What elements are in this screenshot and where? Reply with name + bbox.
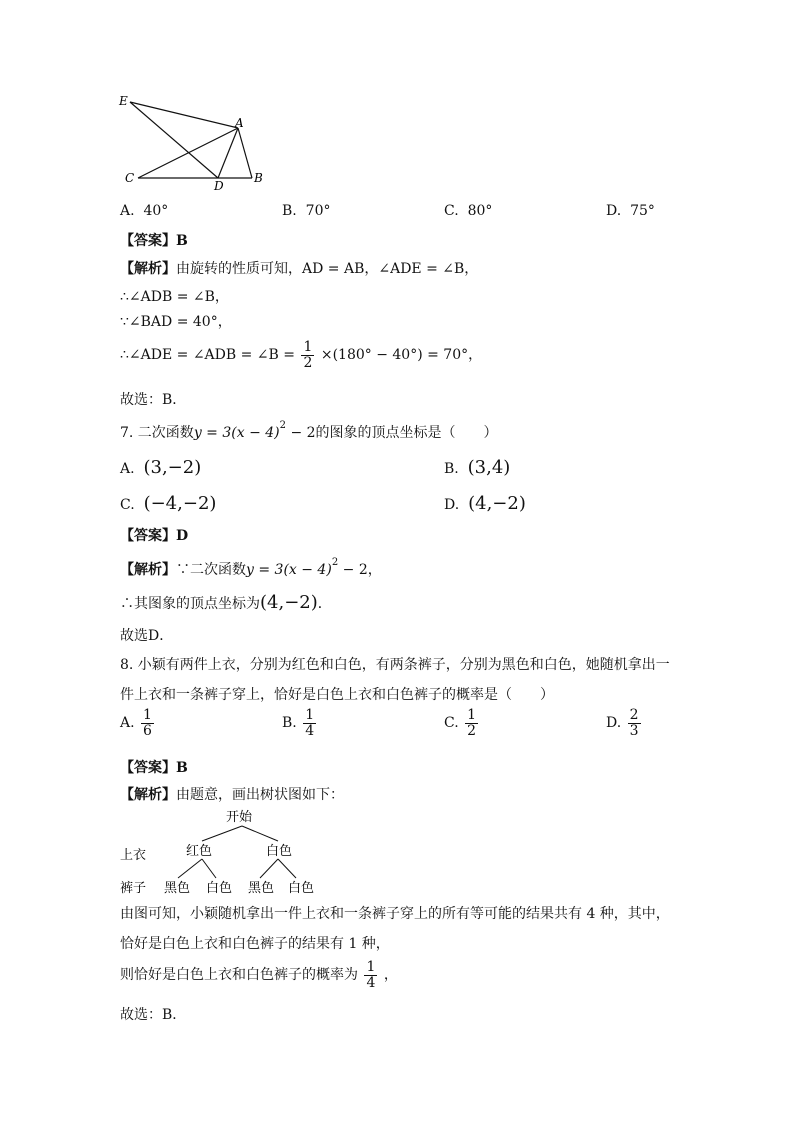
label-b: B: [254, 171, 263, 185]
tree-leaf-4: 白色: [288, 881, 315, 896]
q7-choose: 故选D．: [120, 628, 174, 644]
q8-stem-line1: 8. 小颖有两件上衣，分别为红色和白色，有两条裤子，分别为黑色和白色，她随机拿出一: [120, 657, 670, 673]
q7-option-c: C. (−4,−2): [120, 493, 217, 514]
q8-analysis-line2: 由图可知，小颖随机拿出一件上衣和一条裤子穿上的所有等可能的结果共有 4 种，其中，: [120, 906, 670, 922]
q8-option-b: B. $\frac{1}{4}$: [282, 707, 315, 739]
q8-analysis-line4: 则恰好是白色上衣和白色裤子的概率为 $\frac{1}{4}$ ，: [120, 959, 398, 991]
q6-option-c: C. 80°: [444, 203, 493, 219]
q6-option-b: B. 70°: [282, 203, 331, 219]
label-c: C: [125, 171, 135, 185]
q6-analysis-line4: ∴∠ADE = ∠ADB = ∠B = $\frac{1}{2}$ ×(180° − 40°) = 70°，: [120, 339, 483, 371]
tree-level1-red: 红色: [186, 844, 213, 859]
q8-option-c: C. $\frac{1}{2}$: [444, 707, 477, 739]
q6-analysis-line2: ∴∠ADB = ∠B，: [120, 289, 229, 305]
q6-analysis-line1: 【解析】由旋转的性质可知，AD = AB，∠ADE = ∠B，: [120, 261, 479, 277]
q8-analysis-line3: 恰好是白色上衣和白色裤子的结果有 1 种，: [120, 936, 390, 952]
tree-diagram: [110, 805, 350, 897]
q8-choose: 故选：B．: [120, 1007, 187, 1023]
q7-option-a: A. (3,−2): [120, 457, 202, 478]
q6-option-d: D. 75°: [606, 203, 655, 219]
q8-option-d: D. $\frac{2}{3}$: [606, 707, 639, 739]
q8-option-a: A. $\frac{1}{6}$: [120, 707, 152, 739]
label-d: D: [214, 179, 224, 193]
tree-leaf-2: 白色: [206, 881, 233, 896]
q7-option-b: B. (3,4): [444, 457, 511, 478]
q6-choose: 故选：B．: [120, 392, 187, 408]
label-e: E: [119, 94, 128, 108]
q6-option-a: A. 40°: [120, 203, 169, 219]
q8-stem-line2: 件上衣和一条裤子穿上，恰好是白色上衣和白色裤子的概率是（ ）: [120, 687, 554, 703]
q6-answer: 【答案】B: [120, 233, 188, 249]
tree-row-label-top: 上衣: [120, 848, 147, 863]
q8-answer: 【答案】B: [120, 760, 188, 776]
q7-analysis-line2: ∴其图象的顶点坐标为(4,−2)．: [120, 592, 332, 613]
tree-leaf-1: 黑色: [164, 881, 191, 896]
triangle-figure: [110, 92, 270, 194]
tree-level1-white: 白色: [266, 844, 293, 859]
tree-leaf-3: 黑色: [248, 881, 275, 896]
tree-root: 开始: [226, 810, 253, 825]
label-a: A: [235, 116, 244, 130]
q7-stem: 7. 二次函数$y = 3(x - 4)^2 - 2$的图象的顶点坐标是（ ）: [120, 420, 498, 441]
q7-analysis-line1: 【解析】∵二次函数$y = 3(x - 4)^2 - 2$，: [120, 557, 382, 578]
q6-analysis-line3: ∵∠BAD = 40°，: [120, 314, 232, 330]
q7-option-d: D. (4,−2): [444, 493, 526, 514]
q7-answer: 【答案】D: [120, 528, 189, 544]
q8-analysis-line1: 【解析】由题意，画出树状图如下：: [120, 787, 344, 803]
tree-row-label-bottom: 裤子: [120, 881, 147, 896]
